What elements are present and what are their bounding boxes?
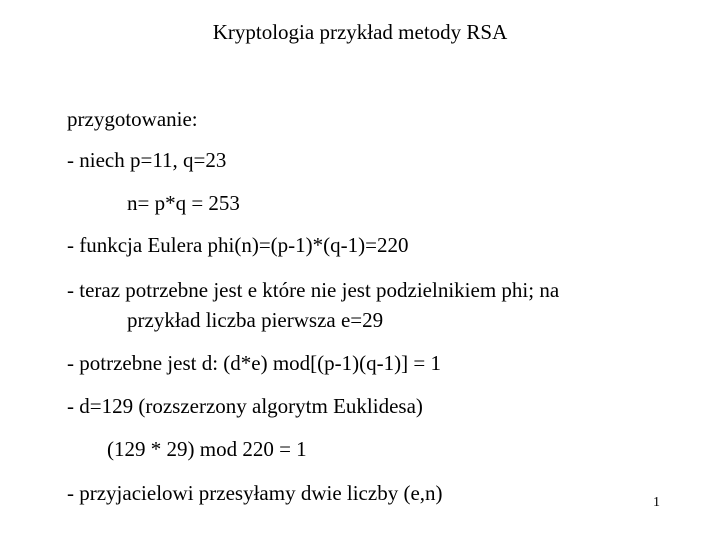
bullet-euler-function: - funkcja Eulera phi(n)=(p-1)*(q-1)=220 <box>67 233 409 257</box>
bullet-find-d: - potrzebne jest d: (d*e) mod[(p-1)(q-1)] = 1 <box>67 351 441 375</box>
bullet-choose-e: - teraz potrzebne jest e które nie jest podzielnikiem phi; na <box>67 278 560 302</box>
page-number: 1 <box>653 495 660 510</box>
verification-equation: (129 * 29) mod 220 = 1 <box>107 437 307 461</box>
modulus-n: n= p*q = 253 <box>127 191 240 215</box>
slide-title: Kryptologia przykład metody RSA <box>212 20 508 44</box>
section-heading-preparation: przygotowanie: <box>67 107 198 131</box>
bullet-send-public-key: - przyjacielowi przesyłamy dwie liczby (e,n) <box>67 481 443 505</box>
bullet-primes: - niech p=11, q=23 <box>67 148 227 172</box>
bullet-choose-e-continued: przykład liczba pierwsza e=29 <box>127 308 384 332</box>
bullet-d-value: - d=129 (rozszerzony algorytm Euklidesa) <box>67 394 423 418</box>
